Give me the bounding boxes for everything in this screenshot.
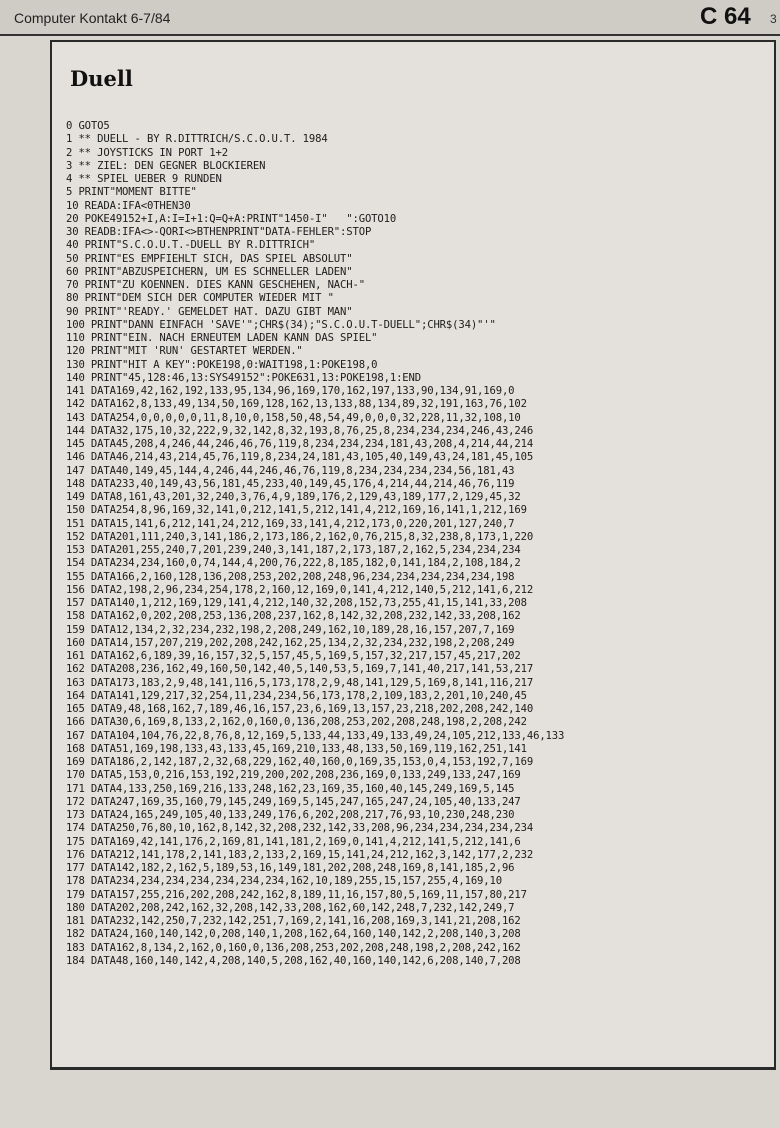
code-line: 175 DATA169,42,141,176,2,169,81,141,181,2,169,0,141,4,212,141,5,212,141,6 <box>66 835 521 848</box>
code-line: 148 DATA233,40,149,43,56,181,45,233,40,149,45,176,4,214,44,214,46,76,119 <box>66 477 515 490</box>
code-line: 144 DATA32,175,10,32,222,9,32,142,8,32,193,8,76,25,8,234,234,234,246,43,246 <box>66 424 534 437</box>
code-line: 167 DATA104,104,76,22,8,76,8,12,169,5,133,44,133,49,133,49,24,105,212,133,46,133 <box>66 729 565 742</box>
page-header <box>0 0 780 34</box>
code-line: 166 DATA30,6,169,8,133,2,162,0,160,0,136,208,253,202,208,248,198,2,208,242 <box>66 716 527 729</box>
code-line: 5 PRINT"MOMENT BITTE" <box>66 186 197 199</box>
code-line: 150 DATA254,8,96,169,32,141,0,212,141,5,212,141,4,212,169,16,141,1,212,169 <box>66 504 527 517</box>
code-line: 70 PRINT"ZU KOENNEN. DIES KANN GESCHEHEN, NACH-" <box>66 279 365 291</box>
code-line: 177 DATA142,182,2,162,5,189,53,16,149,181,202,208,248,169,8,141,185,2,96 <box>66 862 515 874</box>
code-line: 2 ** JOYSTICKS IN PORT 1+2 <box>66 146 228 159</box>
code-line: 153 DATA201,255,240,7,201,239,240,3,141,187,2,173,187,2,162,5,234,234,234 <box>66 544 521 556</box>
code-line: 179 DATA157,255,216,202,208,242,162,8,189,11,16,157,80,5,169,11,157,80,217 <box>66 888 527 901</box>
code-line: 140 PRINT"45,128:46,13:SYS49152":POKE631,13:POKE198,1:END <box>66 371 421 384</box>
code-line: 4 ** SPIEL UEBER 9 RUNDEN <box>66 173 222 185</box>
page-number: 3 <box>770 12 777 26</box>
code-line: 172 DATA247,169,35,160,79,145,249,169,5,145,247,165,247,24,105,40,133,247 <box>66 795 521 808</box>
code-line: 90 PRINT"'READY.' GEMELDET HAT. DAZU GIBT MAN" <box>66 305 353 318</box>
code-line: 157 DATA140,1,212,169,129,141,4,212,140,32,208,152,73,255,41,15,141,33,208 <box>66 597 527 609</box>
code-line: 162 DATA208,236,162,49,160,50,142,40,5,140,53,5,169,7,141,40,217,141,53,217 <box>66 663 534 676</box>
code-line: 178 DATA234,234,234,234,234,234,234,162,10,189,255,15,157,255,4,169,10 <box>66 875 502 888</box>
code-line: 169 DATA186,2,142,187,2,32,68,229,162,40,160,0,169,35,153,0,4,153,192,7,169 <box>66 756 534 768</box>
section-label: C 64 <box>700 3 751 30</box>
code-line: 1 ** DUELL - BY R.DITTRICH/S.C.O.U.T. 1984 <box>66 133 328 146</box>
code-line: 142 DATA162,8,133,49,134,50,169,128,162,13,133,88,134,89,32,191,163,76,102 <box>66 398 527 411</box>
code-line: 176 DATA212,141,178,2,141,183,2,133,2,169,15,141,24,212,162,3,142,177,2,232 <box>66 848 534 861</box>
code-line: 147 DATA40,149,45,144,4,246,44,246,46,76,119,8,234,234,234,234,56,181,43 <box>66 464 515 477</box>
code-line: 182 DATA24,160,140,142,0,208,140,1,208,162,64,160,140,142,2,208,140,3,208 <box>66 928 521 941</box>
code-line: 173 DATA24,165,249,105,40,133,249,176,6,202,208,217,76,93,10,230,248,230 <box>66 809 515 821</box>
code-line: 120 PRINT"MIT 'RUN' GESTARTET WERDEN." <box>66 345 303 358</box>
code-line: 10 READA:IFA<0THEN30 <box>66 199 191 212</box>
code-line: 183 DATA162,8,134,2,162,0,160,0,136,208,253,202,208,248,198,2,208,242,162 <box>66 941 521 954</box>
code-line: 145 DATA45,208,4,246,44,246,46,76,119,8,234,234,234,181,43,208,4,214,44,214 <box>66 438 534 450</box>
code-line: 158 DATA162,0,202,208,253,136,208,237,162,8,142,32,208,232,142,33,208,162 <box>66 610 521 623</box>
code-line: 184 DATA48,160,140,142,4,208,140,5,208,162,40,160,140,142,6,208,140,7,208 <box>66 954 521 967</box>
code-line: 0 GOTO5 <box>66 120 110 132</box>
code-line: 155 DATA166,2,160,128,136,208,253,202,208,248,96,234,234,234,234,234,198 <box>66 570 515 583</box>
code-line: 149 DATA8,161,43,201,32,240,3,76,4,9,189,176,2,129,43,189,177,2,129,45,32 <box>66 491 521 503</box>
code-line: 180 DATA202,208,242,162,32,208,142,33,208,162,60,142,248,7,232,142,249,7 <box>66 901 515 914</box>
code-line: 30 READB:IFA<>-QORI<>BTHENPRINT"DATA-FEHLER":STOP <box>66 226 372 238</box>
code-line: 170 DATA5,153,0,216,153,192,219,200,202,208,236,169,0,133,249,133,247,169 <box>66 769 521 782</box>
code-line: 80 PRINT"DEM SICH DER COMPUTER WIEDER MIT " <box>66 292 334 305</box>
article-title: Duell <box>70 66 133 91</box>
code-line: 3 ** ZIEL: DEN GEGNER BLOCKIEREN <box>66 159 266 172</box>
code-line: 130 PRINT"HIT A KEY":POKE198,0:WAIT198,1:POKE198,0 <box>66 358 378 371</box>
code-line: 181 DATA232,142,250,7,232,142,251,7,169,2,141,16,208,169,3,141,21,208,162 <box>66 915 521 927</box>
code-line: 141 DATA169,42,162,192,133,95,134,96,169,170,162,197,133,90,134,91,169,0 <box>66 385 515 397</box>
code-line: 154 DATA234,234,160,0,74,144,4,200,76,222,8,185,182,0,141,184,2,108,184,2 <box>66 557 521 570</box>
code-line: 50 PRINT"ES EMPFIEHLT SICH, DAS SPIEL ABSOLUT" <box>66 252 353 265</box>
header-rule <box>0 34 780 36</box>
code-line: 146 DATA46,214,43,214,45,76,119,8,234,24,181,43,105,40,149,43,24,181,45,105 <box>66 451 534 464</box>
program-listing <box>66 120 766 968</box>
code-line: 110 PRINT"EIN. NACH ERNEUTEM LADEN KANN DAS SPIEL" <box>66 332 378 344</box>
code-line: 152 DATA201,111,240,3,141,186,2,173,186,2,162,0,76,215,8,32,238,8,173,1,220 <box>66 530 534 543</box>
magazine-name: Computer Kontakt 6-7/84 <box>14 10 171 26</box>
code-line: 20 POKE49152+I,A:I=I+1:Q=Q+A:PRINT"1450-I" ":GOTO10 <box>66 212 397 225</box>
code-line: 160 DATA14,157,207,219,202,208,242,162,25,134,2,32,234,232,198,2,208,249 <box>66 636 515 649</box>
code-line: 161 DATA162,6,189,39,16,157,32,5,157,45,5,169,5,157,32,217,157,45,217,202 <box>66 650 521 662</box>
code-line: 156 DATA2,198,2,96,234,254,178,2,160,12,169,0,141,4,212,140,5,212,141,6,212 <box>66 583 534 596</box>
code-line: 171 DATA4,133,250,169,216,133,248,162,23,169,35,160,40,145,249,169,5,145 <box>66 782 515 795</box>
code-line: 151 DATA15,141,6,212,141,24,212,169,33,141,4,212,173,0,220,201,127,240,7 <box>66 517 515 530</box>
code-line: 40 PRINT"S.C.O.U.T.-DUELL BY R.DITTRICH" <box>66 239 316 252</box>
code-line: 60 PRINT"ABZUSPEICHERN, UM ES SCHNELLER LADEN" <box>66 265 353 278</box>
code-line: 168 DATA51,169,198,133,43,133,45,169,210,133,48,133,50,169,119,162,251,141 <box>66 742 527 755</box>
code-line: 163 DATA173,183,2,9,48,141,116,5,173,178,2,9,48,141,129,5,169,8,141,116,217 <box>66 676 534 689</box>
code-line: 164 DATA141,129,217,32,254,11,234,234,56,173,178,2,109,183,2,201,10,240,45 <box>66 689 527 702</box>
code-line: 159 DATA12,134,2,32,234,232,198,2,208,249,162,10,189,28,16,157,207,7,169 <box>66 623 515 636</box>
code-line: 174 DATA250,76,80,10,162,8,142,32,208,232,142,33,208,96,234,234,234,234,234 <box>66 822 534 835</box>
code-line: 100 PRINT"DANN EINFACH 'SAVE'";CHR$(34);"S.C.O.U.T-DUELL";CHR$(34)"'" <box>66 318 496 331</box>
code-line: 143 DATA254,0,0,0,0,0,11,8,10,0,158,50,48,54,49,0,0,0,32,228,11,32,108,10 <box>66 411 521 424</box>
code-line: 165 DATA9,48,168,162,7,189,46,16,157,23,6,169,13,157,23,218,202,208,242,140 <box>66 703 534 715</box>
